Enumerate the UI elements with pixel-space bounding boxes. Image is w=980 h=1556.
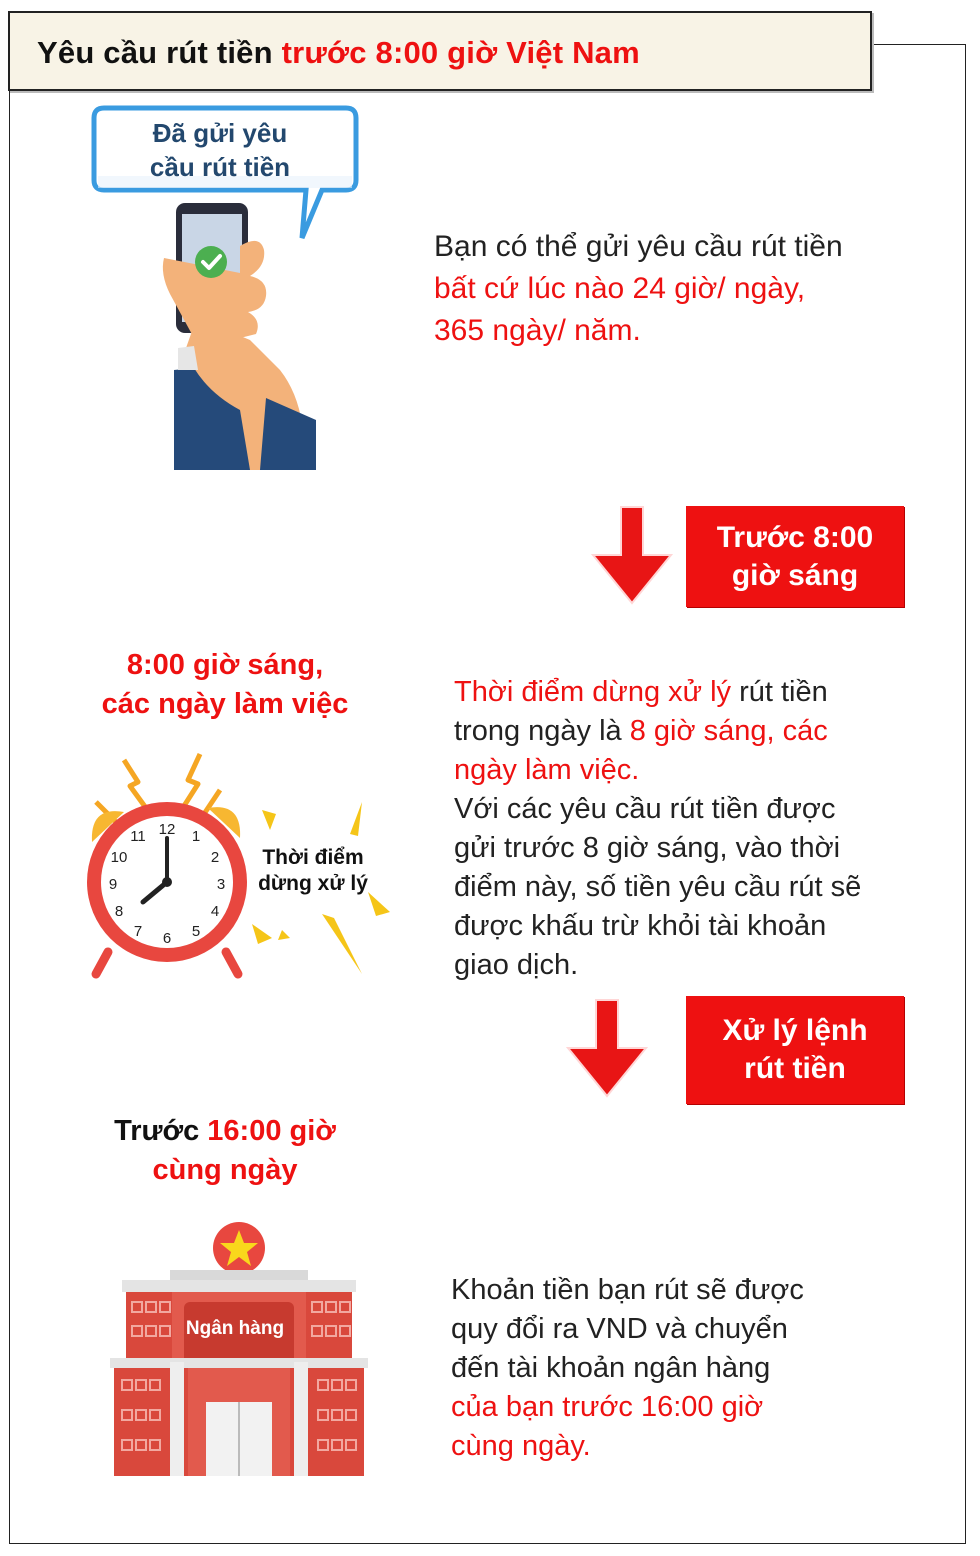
step1-text: Bạn có thể gửi yêu cầu rút tiền bất cứ lúc nào 24 giờ/ ngày, 365 ngày/ năm.: [434, 230, 843, 347]
bank-building-icon: [108, 1218, 370, 1480]
page-title: Yêu cầu rút tiền trước 8:00 giờ Việt Nam: [37, 35, 640, 70]
svg-text:10: 10: [110, 849, 128, 866]
bank-sign: Ngân hàng: [185, 1318, 285, 1339]
svg-text:4: 4: [210, 903, 220, 920]
title-box: [8, 11, 872, 91]
svg-text:11: 11: [130, 828, 146, 845]
badge-before-8am: Trước 8:00 giờ sáng: [686, 506, 904, 607]
svg-text:2: 2: [210, 849, 220, 866]
svg-text:3: 3: [216, 876, 226, 893]
step3-label: Trước 16:00 giờ cùng ngày: [114, 1115, 336, 1186]
step3-text: Khoản tiền bạn rút sẽ được quy đổi ra VND và chuyển đến tài khoản ngân hàng của bạn trước 16:00 giờ cùng ngày.: [451, 1274, 804, 1462]
svg-text:5: 5: [191, 923, 201, 940]
svg-text:6: 6: [162, 930, 172, 947]
badge-process-withdrawal: Xử lý lệnh rút tiền: [686, 996, 904, 1104]
bubble-text: Đã gửi yêu cầu rút tiền: [149, 118, 291, 182]
step2-text: Thời điểm dừng xử lý rút tiền trong ngày là 8 giờ sáng, các ngày làm việc. Với các yêu cầu rút tiền được gửi trước 8 giờ sáng, vào thời điểm này, số tiền yêu cầu rút sẽ được khấu trừ khỏi tài khoản giao dịch.: [454, 676, 862, 981]
svg-text:12: 12: [158, 821, 176, 838]
svg-text:8: 8: [114, 903, 124, 920]
down-arrow-icon: [585, 505, 680, 607]
down-arrow-icon: [560, 998, 655, 1100]
svg-text:7: 7: [133, 923, 143, 940]
svg-text:9: 9: [108, 876, 118, 893]
step2-label: 8:00 giờ sáng, các ngày làm việc: [101, 649, 349, 720]
check-icon: [195, 246, 227, 278]
svg-text:1: 1: [191, 828, 201, 845]
clock-caption: Thời điểm dừng xử lý: [258, 846, 368, 895]
